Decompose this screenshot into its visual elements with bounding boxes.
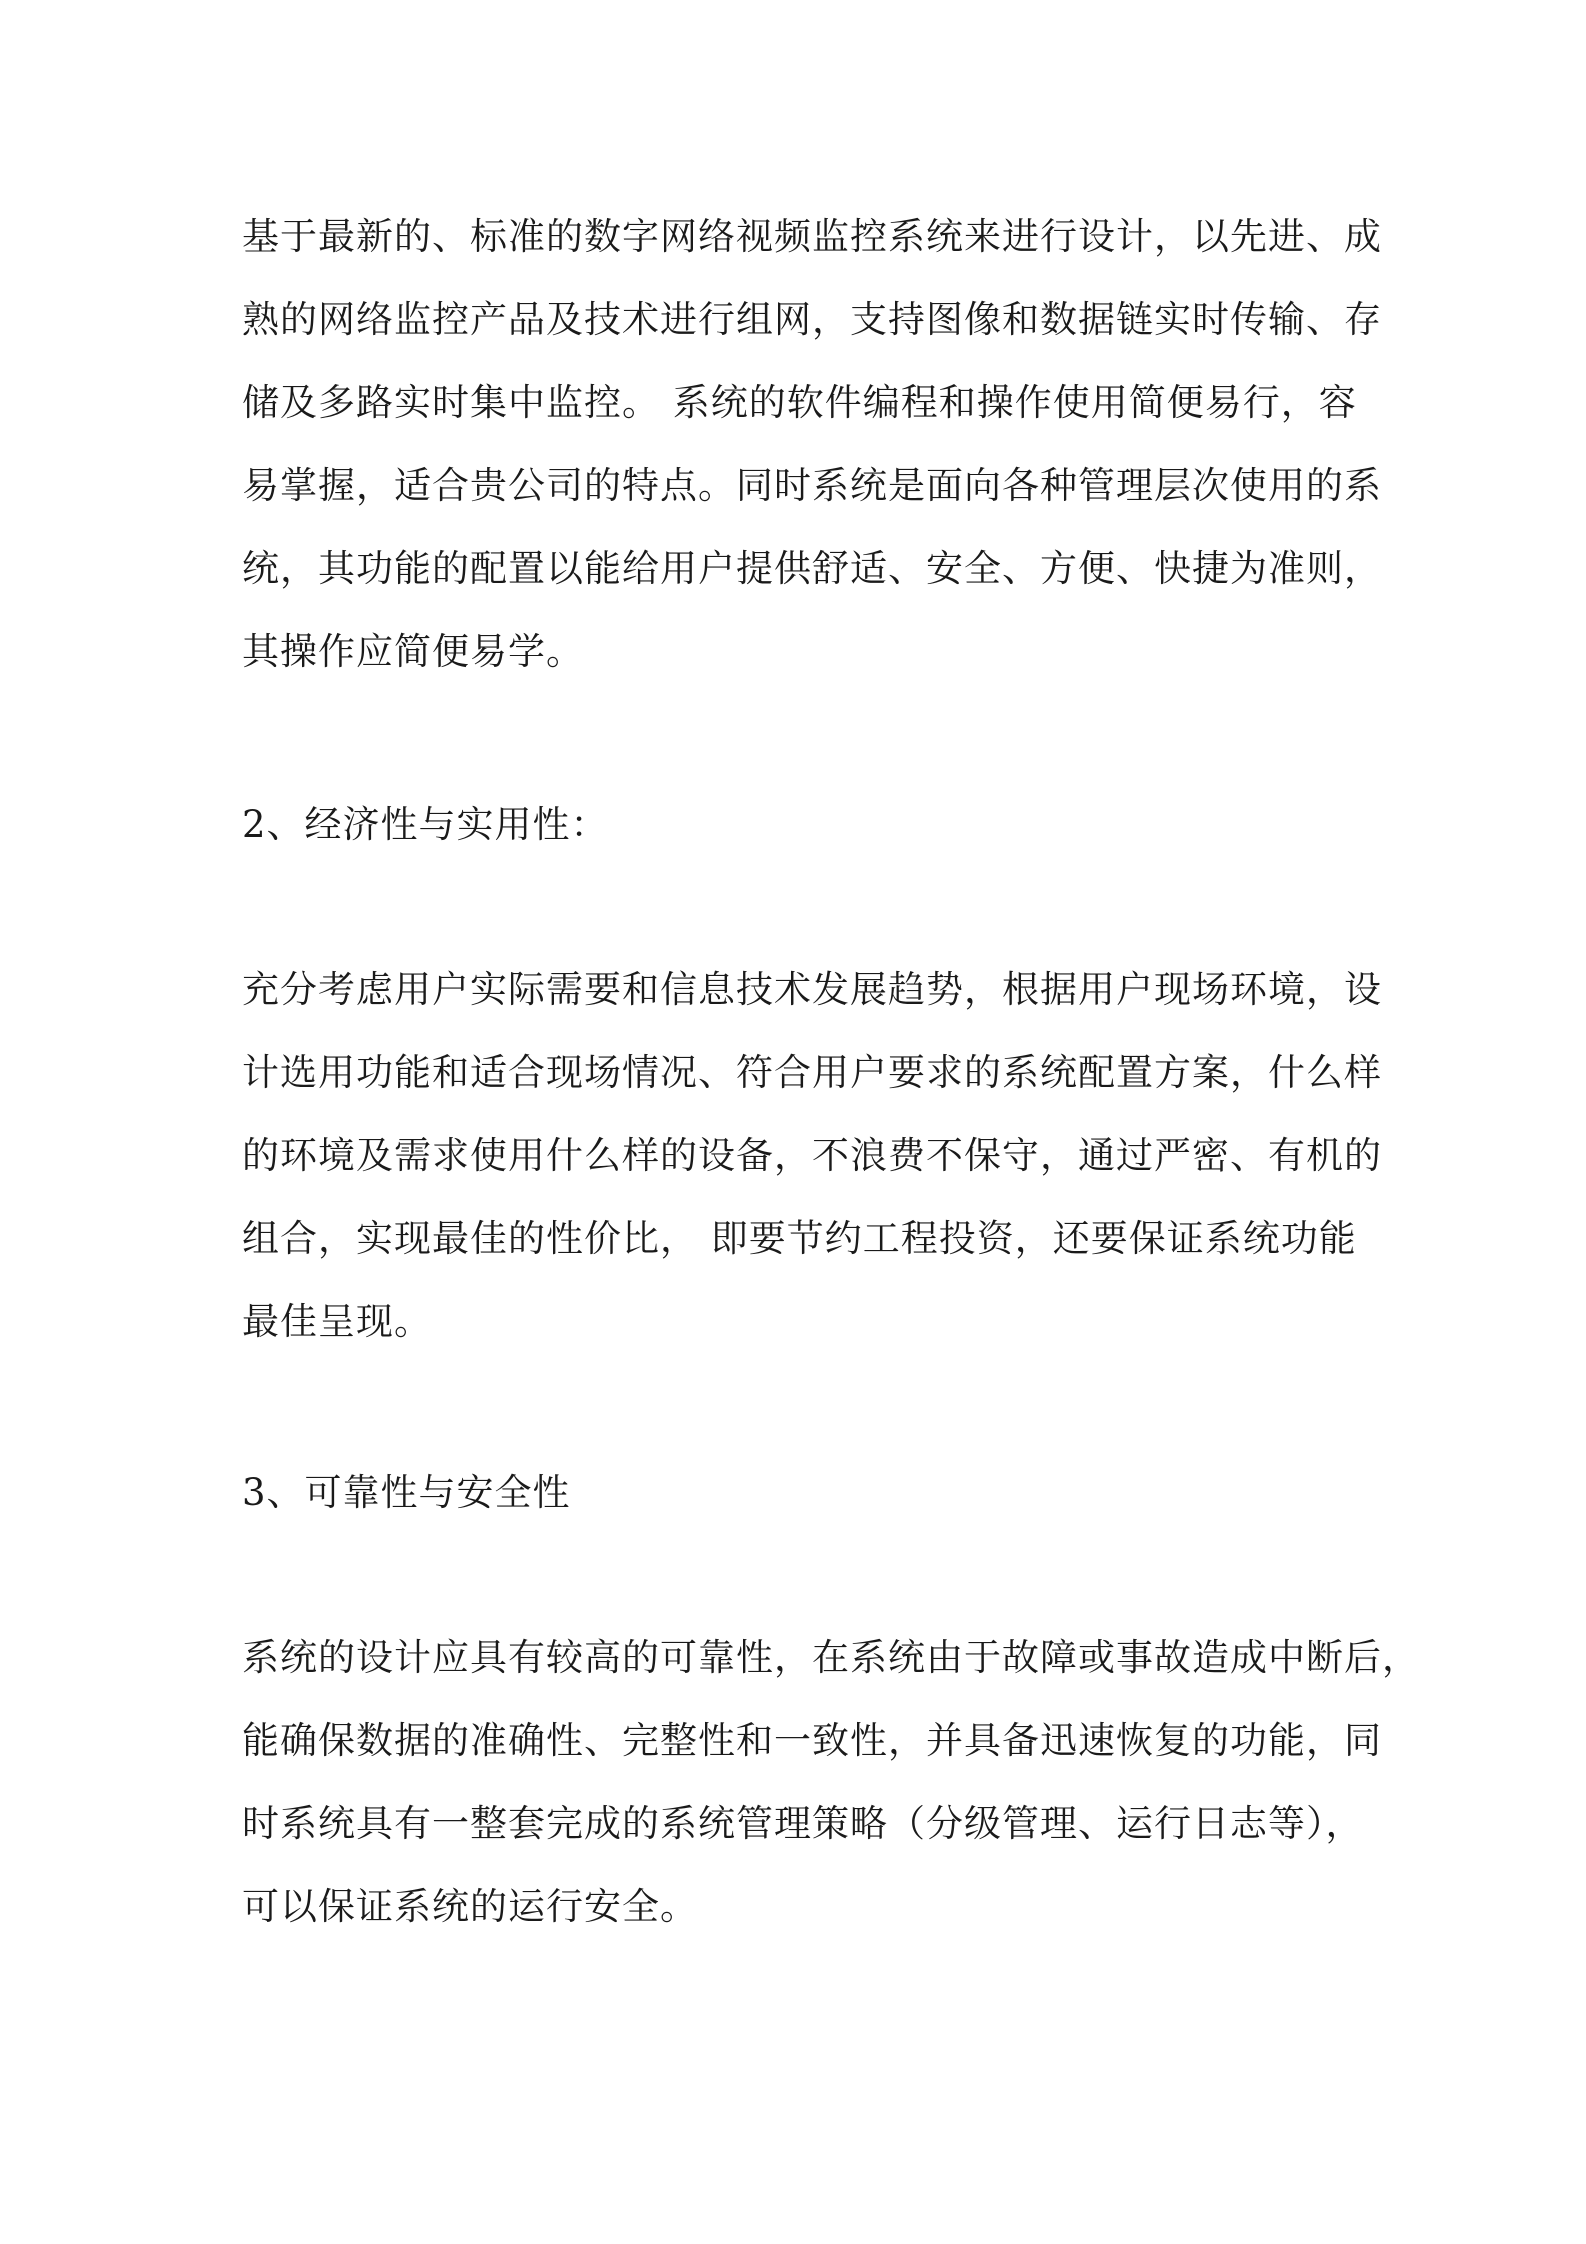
text-line: 储及多路实时集中监控。 系统的软件编程和操作使用简便易行，容 [242,381,1357,424]
text-line: 基于最新的、标准的数字网络视频监控系统来进行设计，以先进、成 [242,215,1382,258]
paragraph-economy [242,948,1382,1363]
heading-text: 3、可靠性与安全性 [242,1471,571,1514]
text-line: 熟的网络监控产品及技术进行组网，支持图像和数据链实时传输、存 [242,298,1382,341]
text-line: 统，其功能的配置以能给用户提供舒适、安全、方便、快捷为准则， [242,547,1382,590]
paragraph-intro [242,195,1382,693]
text-line: 组合，实现最佳的性价比， 即要节约工程投资，还要保证系统功能 [242,1217,1357,1260]
paragraph-reliability [242,1616,1420,1948]
text-line: 最佳呈现。 [242,1300,432,1343]
text-line: 可以保证系统的运行安全。 [242,1885,698,1928]
text-line: 系统的设计应具有较高的可靠性，在系统由于故障或事故造成中断后， [242,1636,1420,1679]
text-line: 充分考虑用户实际需要和信息技术发展趋势，根据用户现场环境，设 [242,968,1382,1011]
text-line: 能确保数据的准确性、完整性和一致性，并具备迅速恢复的功能，同 [242,1719,1382,1762]
text-line: 的环境及需求使用什么样的设备，不浪费不保守，通过严密、有机的 [242,1134,1382,1177]
heading-text: 2、经济性与实用性： [242,803,609,846]
heading-reliability-security [242,1451,1362,1534]
text-line: 其操作应简便易学。 [242,630,584,673]
text-line: 时系统具有一整套完成的系统管理策略（分级管理、运行日志等）， [242,1802,1364,1845]
text-line: 计选用功能和适合现场情况、符合用户要求的系统配置方案，什么样 [242,1051,1382,1094]
text-line: 易掌握，适合贵公司的特点。同时系统是面向各种管理层次使用的系 [242,464,1382,507]
heading-economy-practicality [242,783,1362,866]
